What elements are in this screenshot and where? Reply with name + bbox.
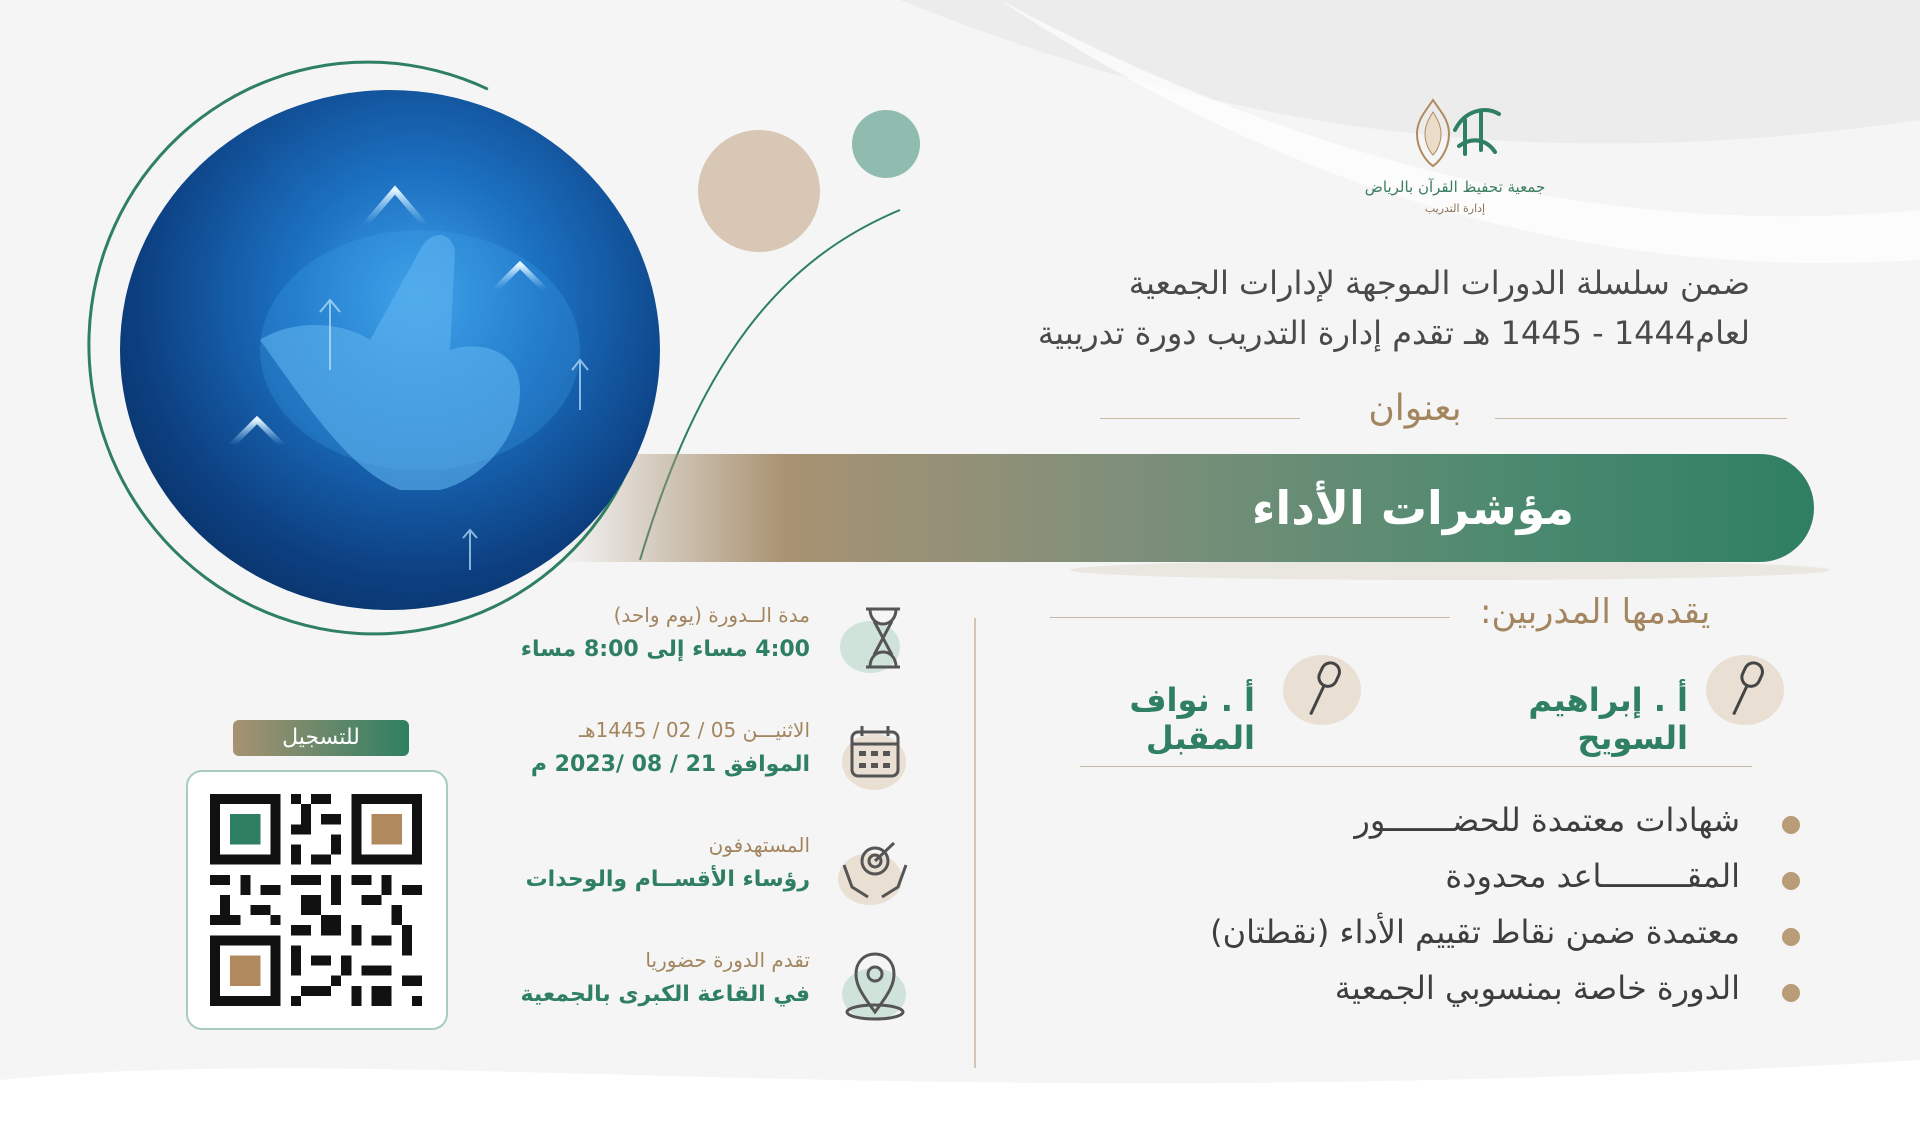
duration-label: مدة الــدورة (يوم واحد): [613, 603, 810, 627]
duration-value: 4:00 مساء إلى 8:00 مساء: [520, 637, 810, 662]
course-title: مؤشرات الأداء: [1251, 481, 1574, 535]
decorative-circle-green: [852, 110, 920, 178]
location-label: تقدم الدورة حضوريا: [645, 948, 810, 972]
heading-line-right: [1495, 418, 1787, 419]
trainers-label: يقدمها المدربين:: [1480, 592, 1711, 632]
list-item: شهادات معتمدة للحضـــــــور: [1100, 792, 1740, 848]
intro-line-1: ضمن سلسلة الدورات الموجهة لإدارات الجمعية: [1128, 264, 1750, 302]
list-item: معتمدة ضمن نقاط تقييم الأداء (نقطتان): [1100, 904, 1740, 960]
microphone-icon: [1283, 655, 1361, 725]
intro-text: [1010, 258, 1750, 358]
qr-code: [210, 794, 422, 1006]
hero-image: [120, 90, 660, 610]
department-name: إدارة التدريب: [1424, 202, 1486, 215]
trainer-1-mic: [1706, 655, 1784, 725]
trainers-line: [1050, 617, 1450, 618]
trainer-1-name: أ . إبراهيم السويح: [1528, 681, 1688, 757]
rising-arrows-illustration: [120, 90, 660, 610]
list-item: الدورة خاصة بمنسوبي الجمعية: [1100, 960, 1740, 1016]
audience-value: رؤساء الأقســام والوحدات: [525, 867, 810, 892]
target-hands-icon: [830, 825, 920, 915]
heading-line-left: [1100, 418, 1300, 419]
organization-logo: [1330, 90, 1580, 230]
heading-label: بعنوان: [1368, 388, 1462, 429]
features-list: [1100, 792, 1740, 1016]
trainer-2-name: أ . نواف المقبل: [1129, 681, 1255, 757]
audience-label: المستهدفون: [708, 833, 810, 857]
decorative-circle-tan: [698, 130, 820, 252]
list-item: المقـــــــــاعد محدودة: [1100, 848, 1740, 904]
info-location: [520, 940, 920, 1030]
location-pin-icon: [830, 940, 920, 1030]
registration-label: للتسجيل: [233, 720, 409, 756]
info-date: [520, 710, 920, 800]
bullet-dot: [1782, 872, 1800, 890]
calendar-icon: [830, 710, 920, 800]
date-hijri: الاثنيـــن 05 / 02 / 1445هـ: [579, 718, 810, 742]
info-duration: [520, 595, 920, 685]
column-divider: [974, 618, 976, 1068]
bullet-dot: [1782, 816, 1800, 834]
info-audience: [520, 825, 920, 915]
features-top-line: [1080, 766, 1752, 767]
intro-line-2: لعام1444 - 1445 هـ تقدم إدارة التدريب دورة تدريبية: [1037, 314, 1750, 352]
location-value: في القاعة الكبرى بالجمعية: [520, 982, 810, 1007]
ornate-lantern-logo-icon: [1395, 90, 1515, 172]
trainer-2-mic: [1283, 655, 1361, 725]
registration-qr-code[interactable]: [186, 770, 448, 1030]
bullet-dot: [1782, 928, 1800, 946]
organization-name: جمعية تحفيظ القرآن بالرياض: [1364, 178, 1546, 196]
date-gregorian: الموافق 21 / 08 /2023 م: [530, 752, 810, 777]
microphone-icon: [1706, 655, 1784, 725]
hourglass-icon: [830, 595, 920, 685]
bullet-dot: [1782, 984, 1800, 1002]
course-title-band: [560, 454, 1814, 562]
